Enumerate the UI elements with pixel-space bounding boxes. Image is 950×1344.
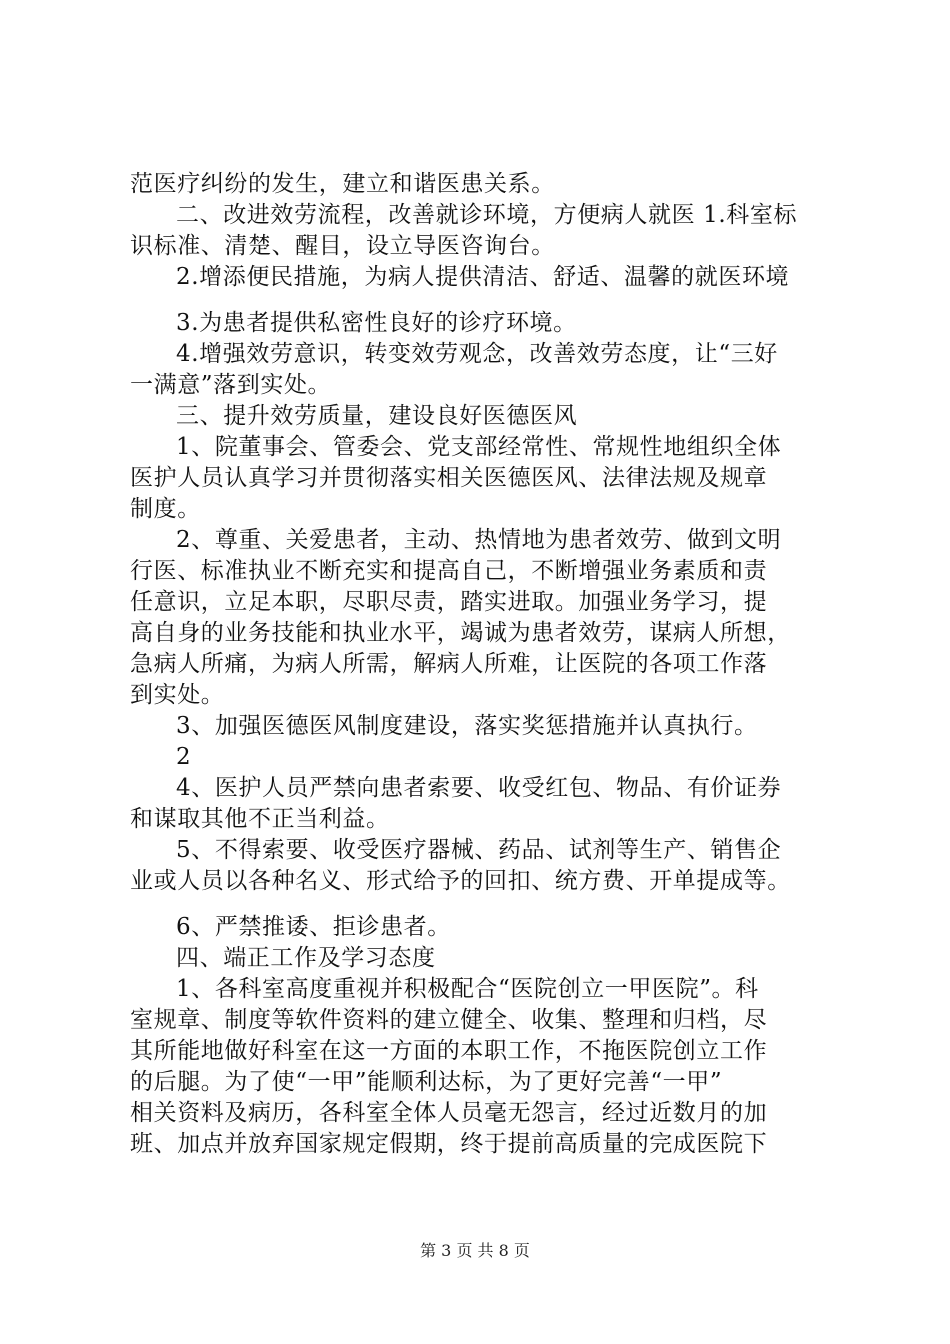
- text-line: 高自身的业务技能和执业水平，竭诚为患者效劳，谋病人所想，: [130, 620, 791, 646]
- text-line: 制度。: [130, 496, 201, 522]
- text-line: 医护人员认真学习并贯彻落实相关医德医风、法律法规及规章: [130, 465, 768, 491]
- text-line: 6、严禁推诿、拒诊患者。: [176, 914, 451, 940]
- text-line: 其所能地做好科室在这一方面的本职工作，不拖医院创立工作: [130, 1038, 768, 1064]
- text-line: 急病人所痛，为病人所需，解病人所难，让医院的各项工作落: [130, 651, 768, 677]
- text-line: 和谋取其他不正当利益。: [130, 806, 390, 832]
- text-line: 识标准、清楚、醒目，设立导医咨询台。: [130, 233, 555, 259]
- text-line: 3.为患者提供私密性良好的诊疗环境。: [176, 310, 577, 336]
- paragraph-gap: [130, 897, 830, 912]
- page-number-footer: 第 3 页 共 8 页: [420, 1241, 530, 1260]
- text-line: 4.增强效劳意识，转变效劳观念，改善效劳态度，让“三好: [176, 341, 778, 367]
- paragraph-gap: [130, 293, 830, 308]
- text-line: 行医、标准执业不断充实和提高自己，不断增强业务素质和责: [130, 558, 768, 584]
- text-line: 5、不得索要、收受医疗器械、药品、试剂等生产、销售企: [176, 837, 782, 863]
- text-line: 2、尊重、关爱患者，主动、热情地为患者效劳、做到文明: [176, 527, 782, 553]
- text-line: 2.增添便民措施，为病人提供清洁、舒适、温馨的就医环境: [176, 264, 790, 290]
- text-line: 室规章、制度等软件资料的建立健全、收集、整理和归档，尽: [130, 1007, 768, 1033]
- text-line: 四、端正工作及学习态度: [176, 945, 436, 971]
- text-line: 班、加点并放弃国家规定假期，终于提前高质量的完成医院下: [130, 1131, 768, 1157]
- text-line: 3、加强医德医风制度建设，落实奖惩措施并认真执行。: [176, 713, 758, 739]
- text-line: 4、医护人员严禁向患者索要、收受红包、物品、有价证券: [176, 775, 782, 801]
- text-line: 二、改进效劳流程，改善就诊环境，方便病人就医 1.科室标: [176, 202, 798, 228]
- text-line: 范医疗纠纷的发生，建立和谐医患关系。: [130, 171, 555, 197]
- text-line: 1、各科室高度重视并积极配合“医院创立一甲医院”。科: [176, 976, 759, 1002]
- text-line: 相关资料及病历，各科室全体人员毫无怨言，经过近数月的加: [130, 1100, 768, 1126]
- text-line: 任意识，立足本职，尽职尽责，踏实进取。加强业务学习，提: [130, 589, 768, 615]
- text-line: 2: [176, 744, 192, 770]
- text-line: 1、院董事会、管委会、党支部经常性、常规性地组织全体: [176, 434, 782, 460]
- text-line: 一满意”落到实处。: [130, 372, 332, 398]
- document-body: [130, 169, 830, 1160]
- text-line: 的后腿。为了使“一甲”能顺利达标，为了更好完善“一甲”: [130, 1069, 723, 1095]
- text-line: 业或人员以各种名义、形式给予的回扣、统方费、开单提成等。: [130, 868, 791, 894]
- text-line: 到实处。: [130, 682, 225, 708]
- text-line: 三、提升效劳质量，建设良好医德医风: [176, 403, 578, 429]
